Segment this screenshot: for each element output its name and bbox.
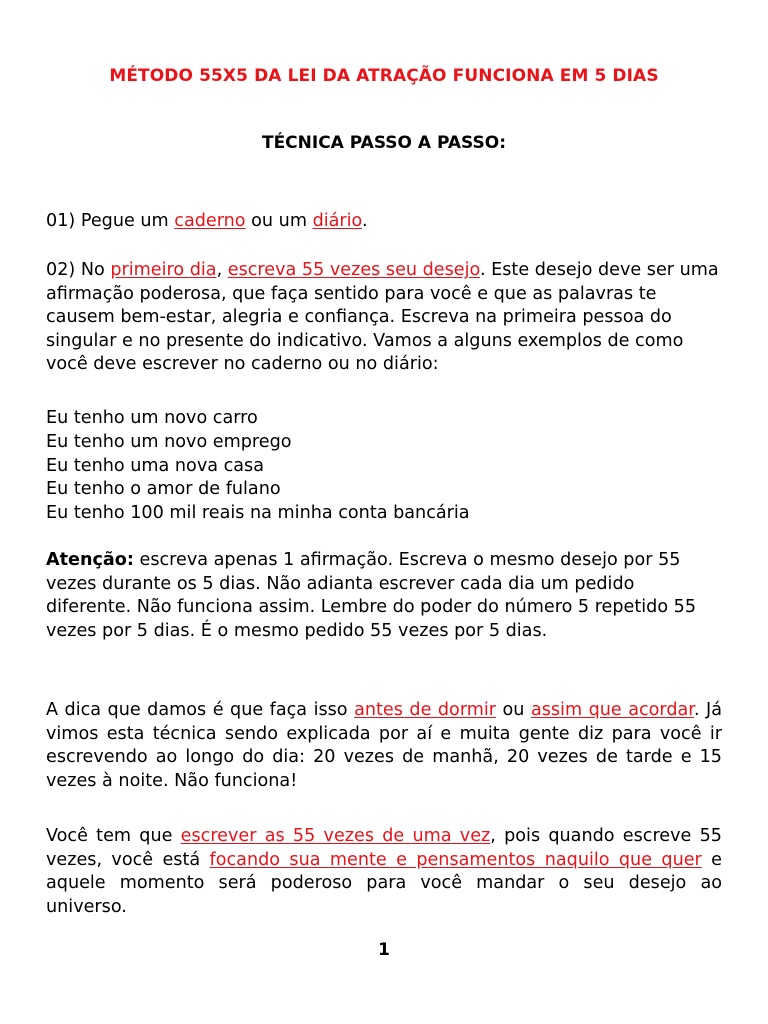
step-2-paragraph [46,259,722,377]
examples-list [46,407,470,526]
list-item: Eu tenho uma nova casa [46,455,265,476]
closing-prefix: Você tem que [46,826,181,846]
escreva-55-vezes-link[interactable]: escreva 55 vezes seu desejo [227,260,480,280]
attention-paragraph [46,549,722,643]
step-1-mid: ou um [245,211,313,231]
primeiro-dia-link[interactable]: primeiro dia [110,260,217,280]
tip-paragraph [46,699,722,793]
list-item: Eu tenho 100 mil reais na minha conta bancária [46,503,470,524]
document-title: MÉTODO 55X5 DA LEI DA ATRAÇÃO FUNCIONA EM 5 DIAS [109,66,659,86]
attention-label: Atenção: [46,550,134,570]
closing-paragraph [46,825,722,919]
step-2-mid: , [216,260,228,280]
step-2-rest: . Este desejo deve ser uma afirmação poderosa, que faça sentido para você e que as palavras te causem bem-estar, alegria e confiança. Escreva na primeira pessoa do singular e no presente do indicativo. Vamos a alguns exemplos de como você deve escrever no caderno ou no diário: [46,260,719,374]
list-item: Eu tenho um novo emprego [46,431,292,452]
caderno-link[interactable]: caderno [174,211,246,231]
list-item: Eu tenho o amor de fulano [46,479,281,500]
antes-de-dormir-link[interactable]: antes de dormir [354,700,497,720]
closing-mid: , pois quando escreve 55 vezes, você está [46,826,722,870]
list-item: Eu tenho um novo carro [46,408,258,428]
page-number: 1 [378,940,390,960]
tip-mid: ou [496,700,531,720]
diario-link[interactable]: diário [312,211,362,231]
step-1-paragraph [46,210,722,234]
attention-text: escreva apenas 1 afirmação. Escreva o mesmo desejo por 55 vezes durante os 5 dias. Não adianta escrever cada dia um pedido diferente. Não funciona assim. Lembre do poder do número 5 repetido 55 vezes por 5 dias. É o mesmo pedido 55 vezes por 5 dias. [46,550,697,641]
tip-prefix: A dica que damos é que faça isso [46,700,355,720]
step-1-suffix: . [361,211,368,231]
tip-rest: . Já vimos esta técnica sendo explicada por aí e muita gente diz para você ir escrevendo ao longo do dia: 20 vezes de manhã, 20 vezes de tarde e 15 vezes à noite. Não funciona! [46,700,722,791]
assim-que-acordar-link[interactable]: assim que acordar [530,700,694,720]
section-heading: TÉCNICA PASSO A PASSO: [261,133,507,153]
closing-rest: e aquele momento será poderoso para você mandar o seu desejo ao universo. [46,849,722,917]
step-1-prefix: 01) Pegue um [46,211,175,231]
step-2-prefix: 02) No [46,260,111,280]
escrever-55-vezes-link[interactable]: escrever as 55 vezes de uma vez [180,826,491,846]
focando-sua-mente-link[interactable]: focando sua mente e pensamentos naquilo que quer [209,849,702,870]
